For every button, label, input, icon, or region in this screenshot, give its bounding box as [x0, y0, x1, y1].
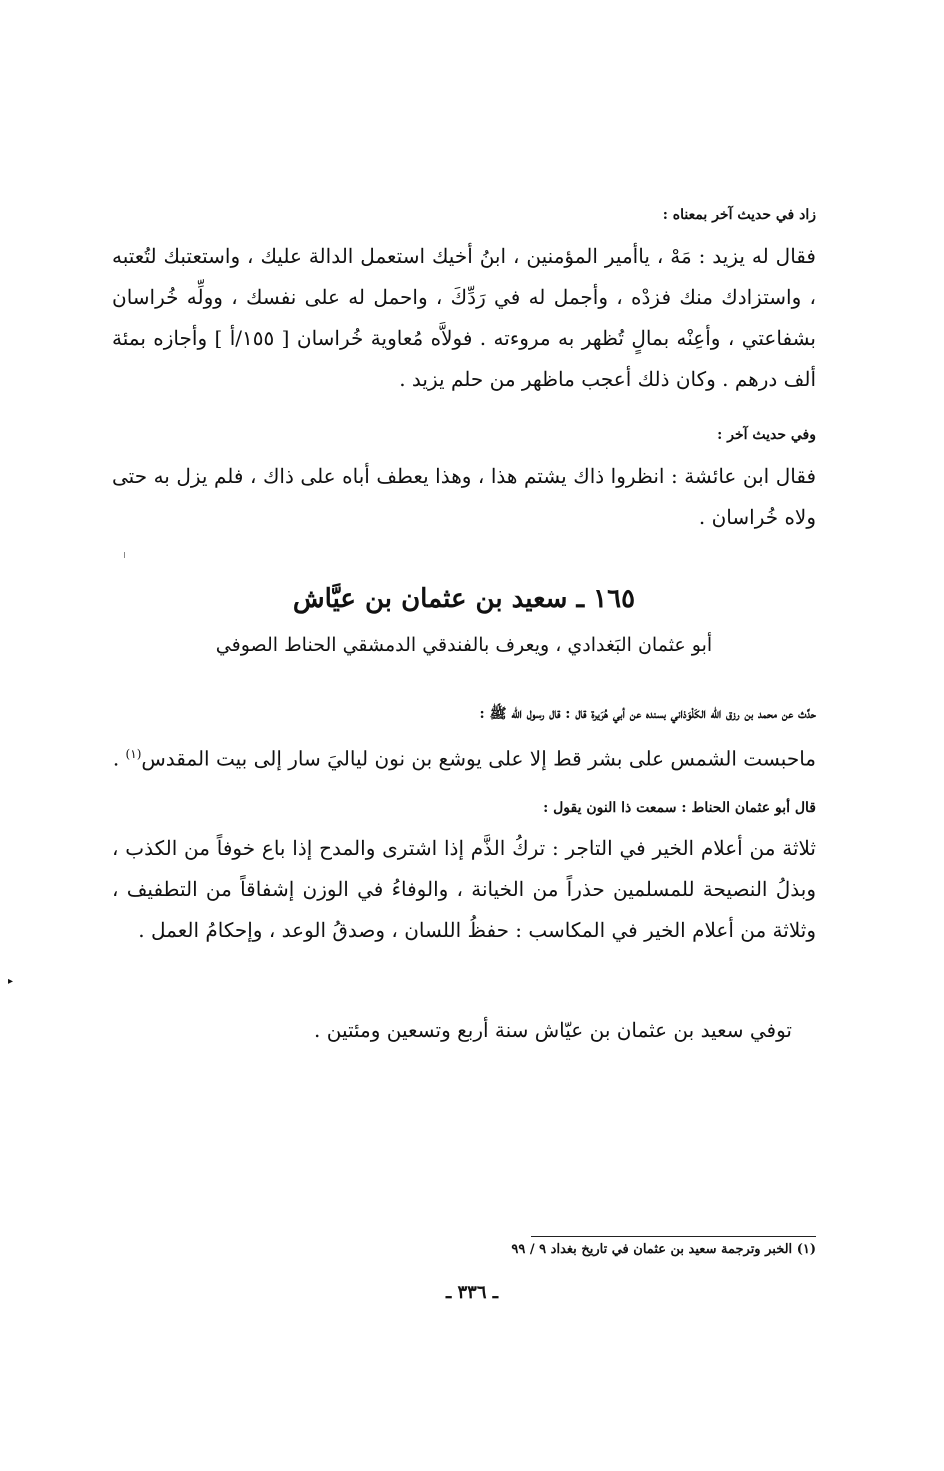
isnad-line: حدَّث عن محمد بن رزق الله الكَلْوَذاني بسنده عن أبي هُرَيرة قال : قال رسول الله ﷺ :	[479, 706, 816, 722]
paragraph-2: فقال ابن عائشة : انظروا ذاك يشتم هذا ، وهذا يعطف أباه على ذاك ، فلم يزل به حتى ولاه خُراسان .	[112, 464, 817, 529]
page-number: ـ ٣٣٦ ـ	[445, 1282, 499, 1303]
hadith-end: .	[112, 746, 126, 771]
entry-title: ١٦٥ ـ سعيد بن عثمان بن عيَّاش	[292, 584, 636, 614]
death-note: توفي سعيد بن عثمان بن عيّاش سنة أربع وتسعين ومئتين .	[314, 1018, 792, 1042]
entry-subtitle: أبو عثمان البَغدادي ، ويعرف بالفندقي الدمشقي الحناط الصوفي	[215, 634, 713, 656]
paragraph-3: ثلاثة من أعلام الخير في التاجر : تركُ الذَّم إذا اشترى والمدح إذا باع خوفاً من الكذب ، وبذلُ النصيحة للمسلمين حذراً من الخيانة ، والوفاءُ في الوزن إشفاقاً من التطفيف ، وثلاثة من أعلام الخير في المكاسب : حفظُ اللسان ، وصدقُ الوعد ، وإحكامُ العمل .	[112, 836, 816, 942]
footnote-reference: (١)	[125, 747, 142, 761]
hadith-body: ماحبست الشمس على بشر قط إلا على يوشع بن نون لياليَ سار إلى بيت المقدس	[141, 746, 816, 771]
footnote: (١) الخبر وترجمة سعيد بن عثمان في تاريخ بغداد ٩ / ٩٩	[511, 1242, 816, 1257]
margin-mark: ▸	[8, 976, 14, 987]
margin-tick	[124, 552, 125, 558]
second-label: وفي حديث آخر :	[717, 427, 816, 443]
intro-label: زاد في حديث آخر بمعناه :	[662, 207, 816, 223]
hadith-text	[112, 734, 816, 780]
quote-label: قال أبو عثمان الحناط : سمعت ذا النون يقول :	[543, 800, 816, 816]
paragraph-1: فقال له يزيد : مَهْ ، ياأمير المؤمنين ، ابنُ أخيك استعمل الدالة عليك ، واستعتبك لتُعتبه ، واستزادك منك فزدْه ، وأجمل له في رَدِّكَ ، واحمل له على نفسك ، وولِّه خُراسان بشفاعتي ، وأعِنْه بمالٍ تُظهر به مروءته . فولاَّه مُعاوية خُراسان [ ١٥٥/أ ] وأجازه بمئة ألف درهم . وكان ذلك أعجب ماظهر من حلم يزيد .	[112, 244, 816, 391]
footnote-divider	[531, 1236, 816, 1237]
